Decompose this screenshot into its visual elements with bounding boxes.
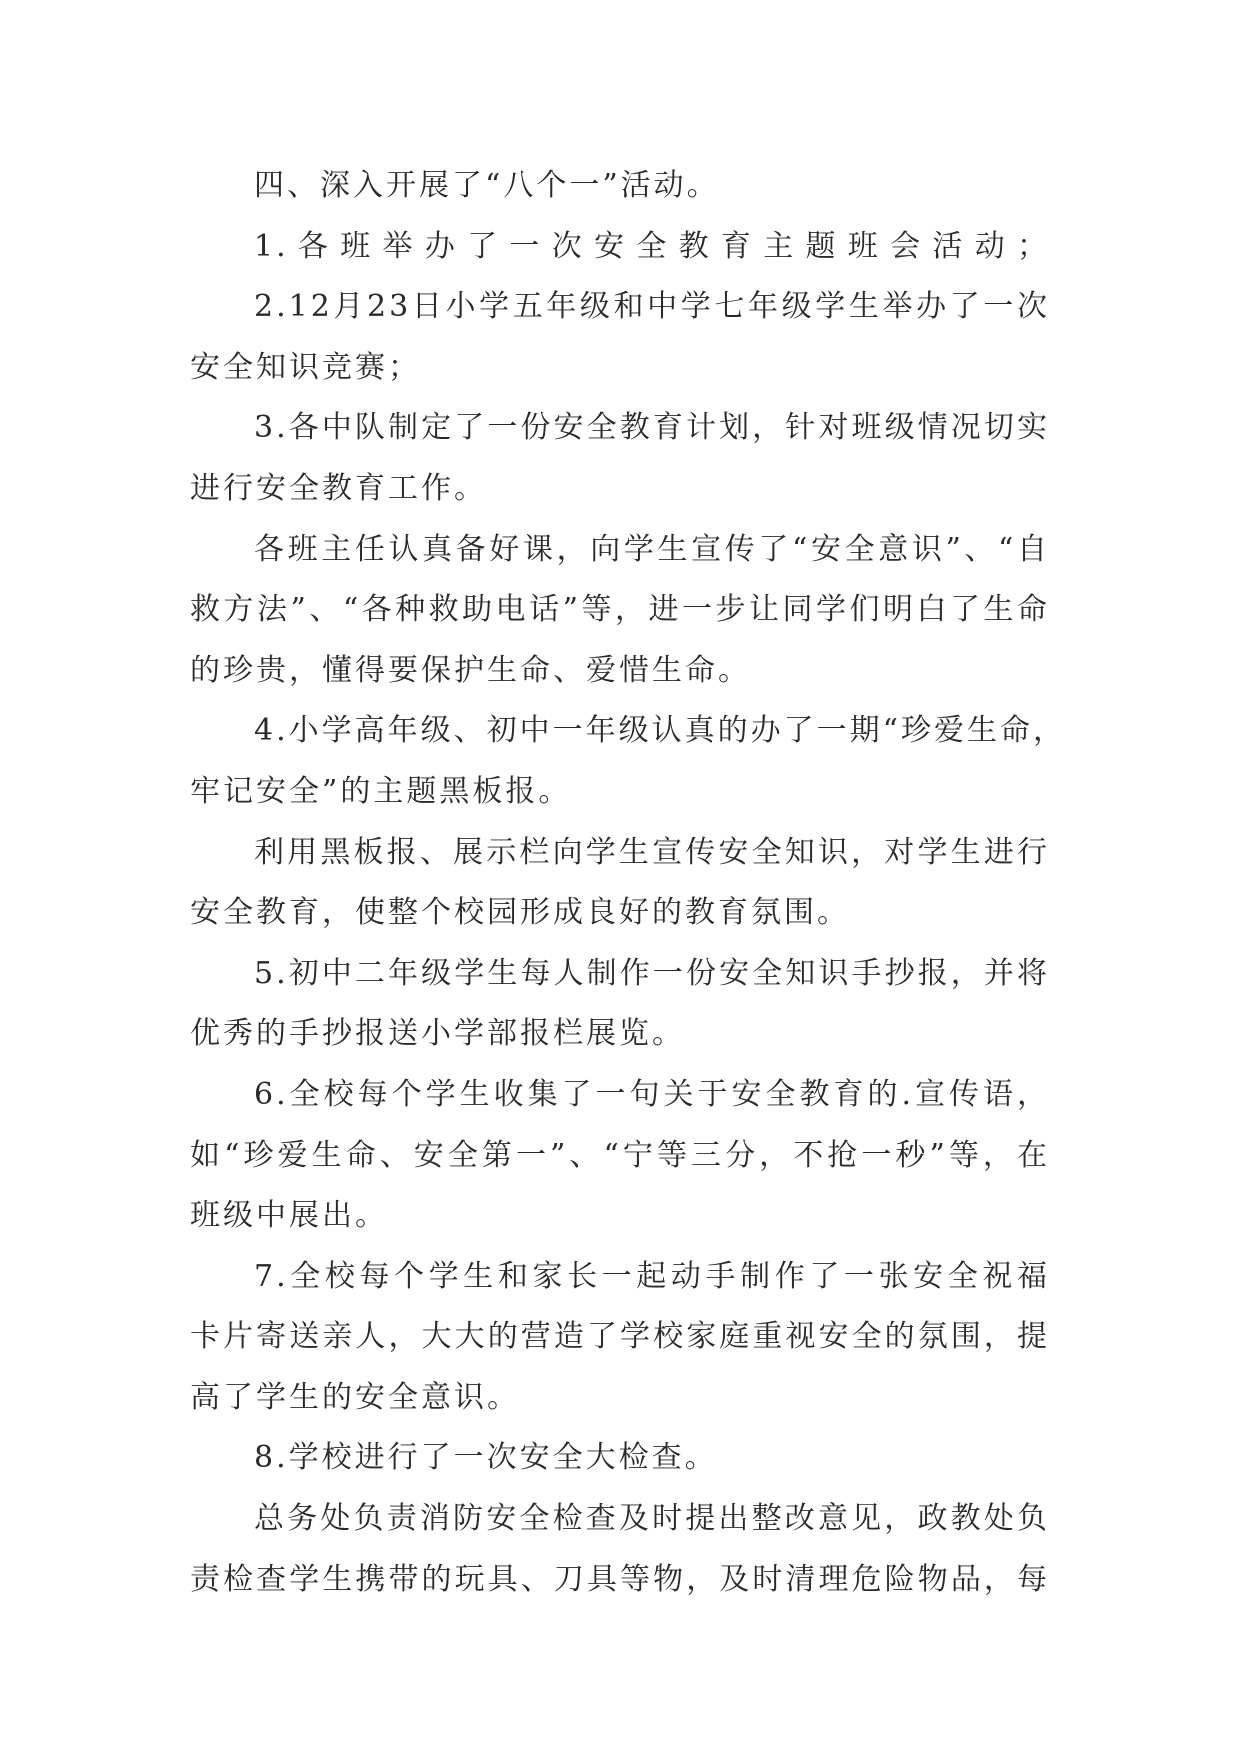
text-line: 高了学生的安全意识。 <box>190 1379 520 1415</box>
text-line: 5.初中二年级学生每人制作一份安全知识手抄报，并将 <box>254 955 1050 991</box>
text-line: 牢记安全”的主题黑板报。 <box>190 773 572 809</box>
text-line: 卡片寄送亲人，大大的营造了学校家庭重视安全的氛围，提 <box>190 1319 1050 1355</box>
text-line: 利用黑板报、展示栏向学生宣传安全知识，对学生进行 <box>254 834 1050 870</box>
text-line: 1.各班举办了一次安全教育主题班会活动； <box>254 228 1050 264</box>
text-line: 2.12月23日小学五年级和中学七年级学生举办了一次 <box>254 289 1050 325</box>
text-line: 的珍贵，懂得要保护生命、爱惜生命。 <box>190 652 751 688</box>
text-line: 3.各中队制定了一份安全教育计划，针对班级情况切实 <box>254 410 1050 446</box>
text-line: 7.全校每个学生和家长一起动手制作了一张安全祝福 <box>254 1258 1050 1294</box>
text-line: 救方法”、“各种救助电话”等，进一步让同学们明白了生命 <box>190 592 1050 628</box>
document-body <box>190 156 1066 1610</box>
text-line: 进行安全教育工作。 <box>190 470 487 506</box>
text-line: 8.学校进行了一次安全大检查。 <box>254 1440 718 1476</box>
text-line: 安全知识竞赛； <box>190 349 421 385</box>
text-line: 责检查学生携带的玩具、刀具等物，及时清理危险物品，每 <box>190 1561 1050 1597</box>
text-line: 如“珍爱生命、安全第一”、“宁等三分，不抢一秒”等，在 <box>190 1137 1050 1173</box>
section-heading: 四、深入开展了“八个一”活动。 <box>254 168 720 203</box>
text-line: 6.全校每个学生收集了一句关于安全教育的.宣传语， <box>254 1076 1050 1112</box>
text-line: 班级中展出。 <box>190 1198 388 1234</box>
text-line: 总务处负责消防安全检查及时提出整改意见，政教处负 <box>254 1501 1050 1537</box>
text-line: 各班主任认真备好课，向学生宣传了“安全意识”、“自 <box>254 531 1050 567</box>
text-line: 4.小学高年级、初中一年级认真的办了一期“珍爱生命， <box>254 713 1066 749</box>
text-line: 优秀的手抄报送小学部报栏展览。 <box>190 1016 685 1052</box>
text-line: 安全教育，使整个校园形成良好的教育氛围。 <box>190 895 850 931</box>
